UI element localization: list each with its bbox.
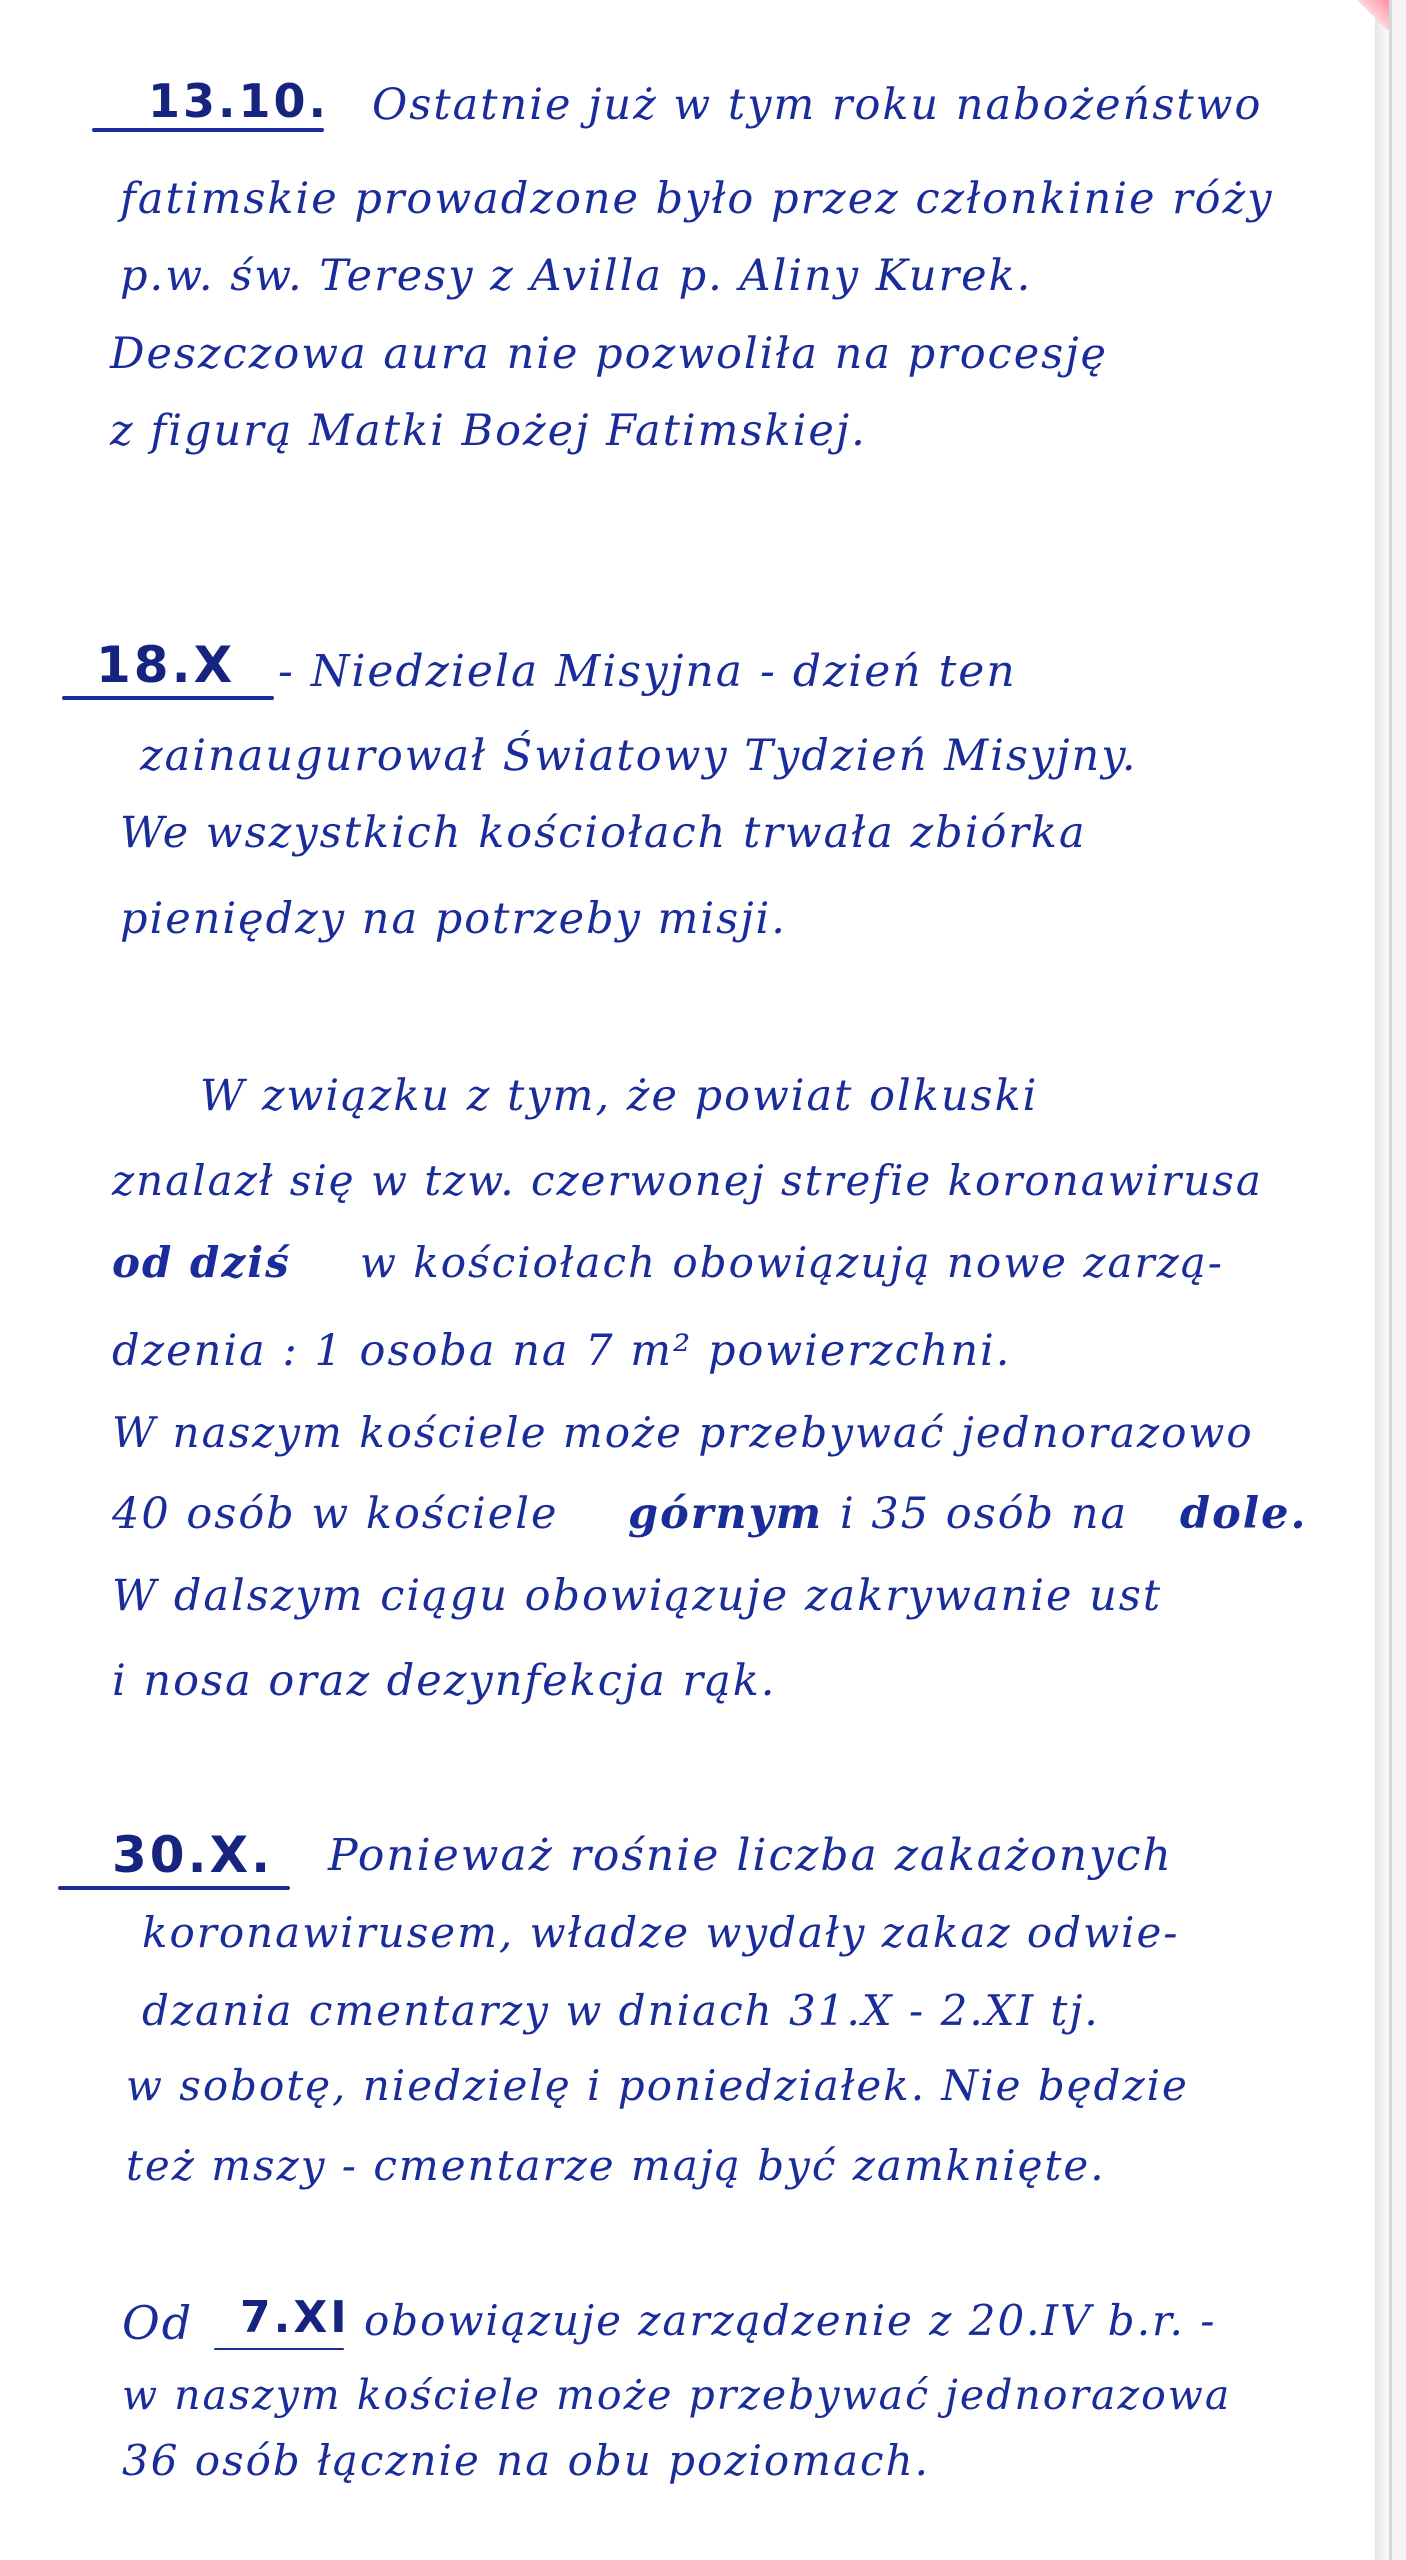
text-line: też mszy - cmentarze mają być zamknięte. bbox=[126, 2141, 1106, 2190]
text-line: pieniędzy na potrzeby misji. bbox=[120, 894, 787, 944]
text-line: Ponieważ rośnie liczba zakażonych bbox=[328, 1830, 1173, 1881]
text-line: zainaugurował Światowy Tydzień Misyjny. bbox=[140, 731, 1138, 781]
text-line: fatimskie prowadzone było przez członkinie róży bbox=[120, 174, 1274, 224]
text-line: W dalszym ciągu obowiązuje zakrywanie ust bbox=[112, 1571, 1163, 1621]
text-line: Deszczowa aura nie pozwoliła na procesję bbox=[110, 329, 1108, 379]
text-line: i 35 osób na bbox=[840, 1489, 1129, 1539]
text-line: Od bbox=[122, 2296, 194, 2350]
text-line: w naszym kościele może przebywać jednorazowa bbox=[122, 2371, 1232, 2419]
page-edge-shadow bbox=[1375, 0, 1389, 2560]
text-line: w kościołach obowiązują nowe zarzą- bbox=[360, 1238, 1224, 1287]
text-line: dzania cmentarzy w dniach 31.X - 2.XI tj. bbox=[142, 1986, 1100, 2035]
text-line: - Niedziela Misyjna - dzień ten bbox=[278, 646, 1017, 697]
text-line-bold: górnym bbox=[628, 1489, 824, 1539]
text-line: obowiązuje zarządzenie z 20.IV b.r. - bbox=[364, 2296, 1217, 2345]
text-line: We wszystkich kościołach trwała zbiórka bbox=[120, 808, 1087, 858]
text-line: Ostatnie już w tym roku nabożeństwo bbox=[372, 80, 1263, 130]
text-line: 36 osób łącznie na obu poziomach. bbox=[122, 2436, 930, 2485]
date-underline bbox=[92, 128, 324, 132]
entry-date: 30.X. bbox=[112, 1826, 274, 1884]
text-line: p.w. św. Teresy z Avilla p. Aliny Kurek. bbox=[120, 251, 1033, 301]
text-line: znalazł się w tzw. czerwonej strefie koronawirusa bbox=[112, 1156, 1263, 1205]
date-underline bbox=[214, 2348, 344, 2350]
entry-date: 7.XI bbox=[240, 2292, 350, 2343]
date-underline bbox=[58, 1886, 290, 1890]
text-line: koronawirusem, władze wydały zakaz odwie- bbox=[142, 1908, 1180, 1957]
entry-date: 18.X bbox=[96, 636, 236, 694]
entry-date: 13.10. bbox=[148, 74, 329, 128]
text-line-bold: dole. bbox=[1180, 1489, 1308, 1539]
text-line: w sobotę, niedzielę i poniedziałek. Nie będzie bbox=[126, 2061, 1189, 2110]
text-line-bold: od dziś bbox=[112, 1238, 291, 1287]
text-line: W naszym kościele może przebywać jednorazowo bbox=[112, 1408, 1254, 1457]
text-line: W związku z tym, że powiat olkuski bbox=[200, 1071, 1039, 1121]
date-underline bbox=[62, 696, 274, 700]
text-line: z figurą Matki Bożej Fatimskiej. bbox=[110, 406, 867, 456]
text-line: 40 osób w kościele bbox=[112, 1489, 559, 1539]
text-line: i nosa oraz dezynfekcja rąk. bbox=[112, 1656, 777, 1706]
page-corner-mark bbox=[1349, 0, 1389, 30]
text-line: dzenia : 1 osoba na 7 m² powierzchni. bbox=[112, 1326, 1012, 1376]
